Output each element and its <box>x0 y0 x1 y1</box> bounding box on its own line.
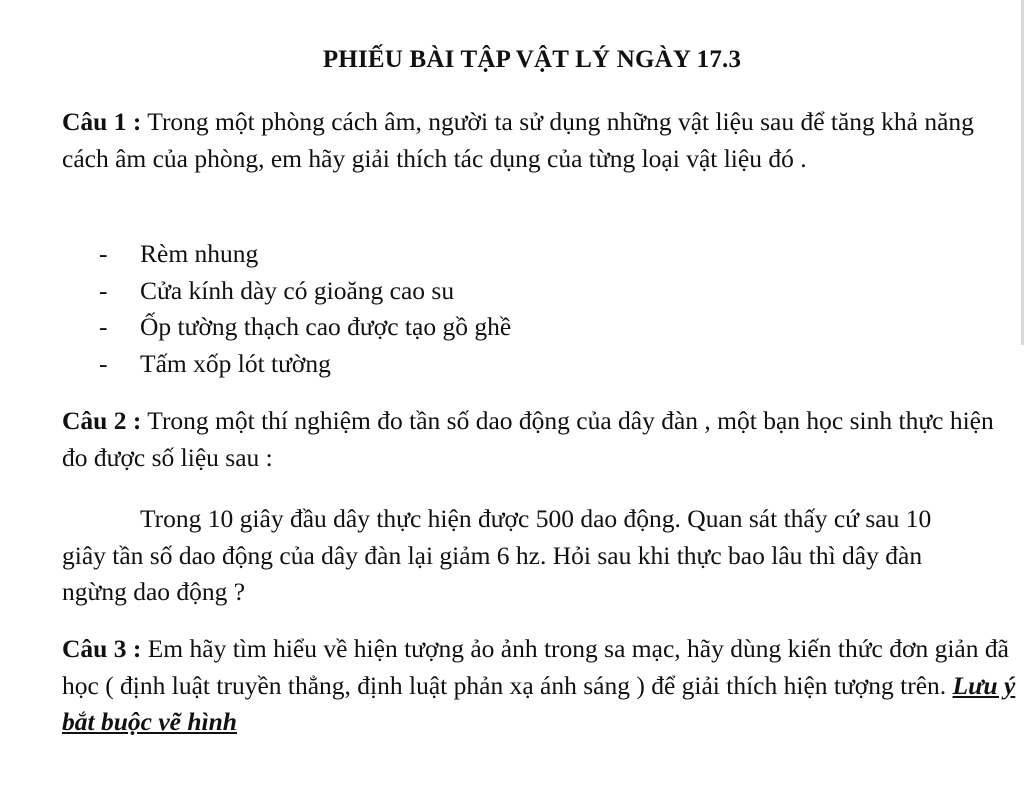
material-list <box>62 236 511 382</box>
question-2-text: Trong một thí nghiệm đo tần số dao động của dây đàn , một bạn học sinh thực hiện đo được số liệu sau : <box>62 406 994 472</box>
question-1-text: Trong một phòng cách âm, người ta sử dụng những vật liệu sau để tăng khả năng cách âm của phòng, em hãy giải thích tác dụng của từng loại vật liệu đó . <box>62 107 974 173</box>
list-bullet: - <box>99 239 108 268</box>
question-2-body: Trong 10 giây đầu dây thực hiện được 500 dao động. Quan sát thấy cứ sau 10 giây tần số dao động của dây đàn lại giảm 6 hz. Hỏi sau khi thực bao lâu thì dây đàn ngừng dao động ? <box>62 504 932 606</box>
drawing-required-note: Lưu ý bắt buộc vẽ hình <box>62 670 1016 736</box>
list-item-text: Rèm nhung <box>140 239 259 268</box>
list-bullet: - <box>99 348 108 378</box>
list-item <box>62 273 511 310</box>
list-item-text: Tấm xốp lót tường <box>140 348 331 378</box>
list-item-text: Cửa kính dày có gioăng cao su <box>140 275 455 305</box>
question-3-label: Câu 3 : <box>62 634 142 663</box>
list-item-text: Ốp tường thạch cao được tạo gồ ghề <box>140 312 512 341</box>
question-3-text: Em hãy tìm hiểu về hiện tượng ảo ảnh trong sa mạc, hãy dùng kiến thức đơn giản đã học ( định luật truyền thẳng, định luật phản xạ ánh sáng ) để giải thích hiện tượng trên. <box>62 634 1009 700</box>
question-1-label: Câu 1 : <box>62 107 142 136</box>
list-bullet: - <box>99 275 108 305</box>
question-2-label: Câu 2 : <box>62 406 142 435</box>
list-bullet: - <box>99 312 108 341</box>
list-item <box>62 236 511 273</box>
question-1 <box>62 104 1007 177</box>
page-title: PHIẾU BÀI TẬP VẬT LÝ NGÀY 17.3 <box>322 46 742 73</box>
list-item <box>62 346 511 383</box>
question-2 <box>62 403 1007 476</box>
question-3 <box>62 631 1022 741</box>
list-item <box>62 309 511 346</box>
